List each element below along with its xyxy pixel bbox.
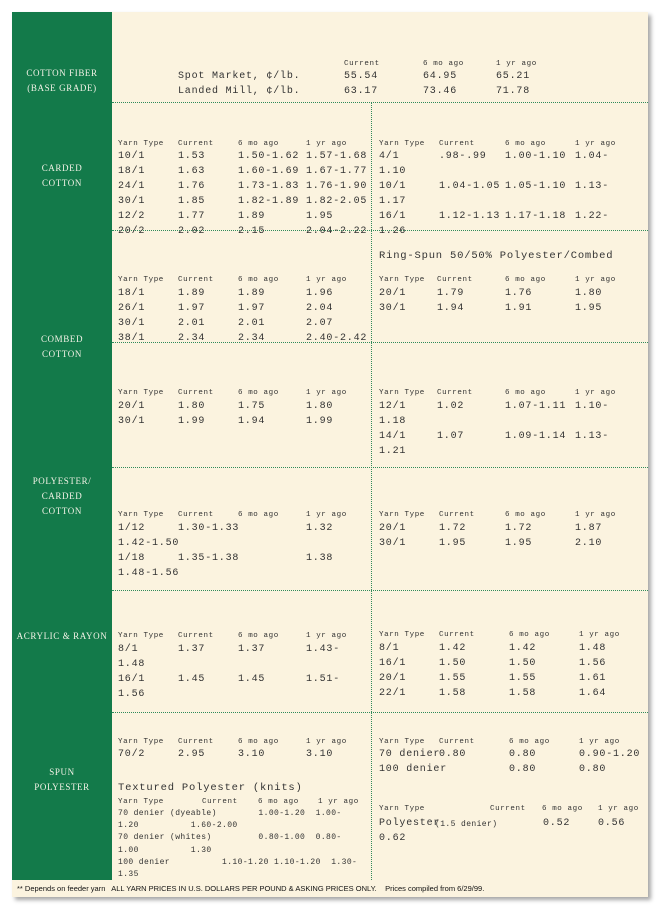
one-yr-price-cell: 1.51-	[306, 674, 341, 685]
current-price-cell: 1.37	[178, 644, 206, 655]
current-price-cell: 0.80	[439, 749, 467, 760]
six-mo-price-cell: 0.80	[509, 749, 537, 760]
current-price-cell: 2.01	[178, 318, 206, 329]
price-continuation-cell: 1.21	[379, 446, 407, 457]
col-header-current: Current	[437, 389, 473, 397]
six-mo-price-cell: 1.55	[509, 673, 537, 684]
current-price-cell: 0.52	[543, 818, 571, 829]
one-yr-price-cell: 2.07	[306, 318, 334, 329]
col-header-1yr: 1 yr ago	[318, 798, 359, 806]
col-header-1yr: 1 yr ago	[575, 140, 616, 148]
col-header-1yr: 1 yr ago	[496, 60, 537, 68]
col-header-current: Current	[439, 631, 475, 639]
col-header-6mo: 6 mo ago	[238, 511, 279, 519]
current-price-cell: 1.94	[437, 303, 465, 314]
yarn-type-cell: 30/1	[379, 303, 407, 314]
current-price-cell: 1.80	[178, 401, 206, 412]
one-yr-price-cell: 1.32	[306, 523, 334, 534]
price-continuation-cell: 1.18	[379, 416, 407, 427]
col-header-current: Current	[178, 389, 214, 397]
six-mo-price-cell: 1.07-1.11	[505, 401, 567, 412]
label-cotton-fiber: COTTON FIBER	[26, 68, 98, 78]
six-mo-price-cell: 1.72	[505, 523, 533, 534]
textured-row: 70 denier (dyeable) 1.00-1.20 1.00-	[118, 809, 342, 818]
six-mo-price-cell: 1.05-1.10	[505, 181, 567, 192]
col-header-1yr: 1 yr ago	[575, 276, 616, 284]
current-price-cell: 1.89	[178, 288, 206, 299]
one-yr-price-cell: 1.76-1.90	[306, 181, 368, 192]
price-continuation-cell: 1.10	[379, 166, 407, 177]
col-header-6mo: 6 mo ago	[238, 140, 279, 148]
label-combed: COMBED	[40, 334, 84, 344]
col-header-yarn-type: Yarn Type	[379, 805, 425, 813]
price-continuation-cell: 1.48-1.56	[118, 568, 180, 579]
yarn-type-cell: 16/1	[118, 674, 146, 685]
price-continuation-cell: 1.42-1.50	[118, 538, 180, 549]
price-continuation-cell: 1.26	[379, 226, 407, 237]
one-yr-price-cell: 65.21	[496, 71, 531, 82]
current-price-cell: 1.72	[439, 523, 467, 534]
col-header-yarn-type: Yarn Type	[379, 276, 425, 284]
yarn-type-cell: 20/2	[118, 226, 146, 237]
one-yr-price-cell: 1.13-	[575, 431, 610, 442]
col-header-6mo: 6 mo ago	[238, 389, 279, 397]
one-yr-price-cell: 2.40-2.42	[306, 333, 368, 344]
current-price-cell: 1.45	[178, 674, 206, 685]
current-price-cell: 1.50	[439, 658, 467, 669]
col-header-6mo: 6 mo ago	[258, 798, 299, 806]
textured-row: 1.20 1.60-2.00	[118, 821, 238, 831]
yarn-type-cell: 12/1	[379, 401, 407, 412]
col-header-current: Current	[439, 140, 475, 148]
col-header-yarn-type: Yarn Type	[379, 389, 425, 397]
col-header-1yr: 1 yr ago	[306, 738, 347, 746]
current-price-cell: 1.55	[439, 673, 467, 684]
six-mo-price-cell: 1.50	[509, 658, 537, 669]
col-header-yarn-type: Yarn Type	[118, 276, 164, 284]
six-mo-price-cell: 0.56	[598, 818, 626, 829]
six-mo-price-cell: 1.76	[505, 288, 533, 299]
six-mo-price-cell: 1.97	[238, 303, 266, 314]
six-mo-price-cell: 1.89	[238, 288, 266, 299]
current-price-cell: 1.76	[178, 181, 206, 192]
label-pcc-cotton: COTTON	[42, 506, 82, 516]
yarn-type-cell: 30/1	[118, 318, 146, 329]
six-mo-price-cell: 64.95	[423, 71, 458, 82]
one-yr-price-cell: 71.78	[496, 86, 531, 97]
yarn-type-cell: 4/1	[379, 151, 400, 162]
yarn-type-cell: 30/1	[118, 416, 146, 427]
one-yr-price-cell: 0.80	[579, 764, 607, 775]
current-price-cell: 2.34	[178, 333, 206, 344]
price-continuation-cell: 1.17	[379, 196, 407, 207]
col-header-6mo: 6 mo ago	[505, 511, 546, 519]
yarn-type-cell: 70 denier	[379, 749, 441, 760]
col-header-1yr: 1 yr ago	[306, 511, 347, 519]
six-mo-price-cell: 1.09-1.14	[505, 431, 567, 442]
col-header-6mo: 6 mo ago	[505, 276, 546, 284]
col-header-current: Current	[178, 276, 214, 284]
price-sheet	[12, 12, 648, 897]
six-mo-price-cell: 1.94	[238, 416, 266, 427]
yarn-type-cell: 10/1	[379, 181, 407, 192]
current-price-cell: 1.95	[439, 538, 467, 549]
one-yr-price-cell: 1.99	[306, 416, 334, 427]
six-mo-price-cell: 1.50-1.62	[238, 151, 300, 162]
six-mo-price-cell: 1.82-1.89	[238, 196, 300, 207]
six-mo-price-cell: 1.89	[238, 211, 266, 222]
label-pcc-carded: CARDED	[41, 491, 83, 501]
col-header-1yr: 1 yr ago	[575, 511, 616, 519]
divider	[112, 467, 648, 468]
col-header-6mo: 6 mo ago	[509, 631, 550, 639]
current-price-cell: .98-.99	[439, 151, 487, 162]
yarn-type-cell: 30/1	[118, 196, 146, 207]
current-price-cell: 1.02	[437, 401, 465, 412]
col-header-6mo: 6 mo ago	[505, 140, 546, 148]
one-yr-price-cell: 1.80	[575, 288, 603, 299]
six-mo-price-cell: 2.34	[238, 333, 266, 344]
one-yr-price-cell: 1.64	[579, 688, 607, 699]
col-header-1yr: 1 yr ago	[306, 389, 347, 397]
current-price-cell: 1.79	[437, 288, 465, 299]
col-header-yarn-type: Yarn Type	[118, 511, 164, 519]
current-price-cell: 1.07	[437, 431, 465, 442]
category-sidebar	[12, 12, 112, 880]
yarn-type-cell: 70/2	[118, 749, 146, 760]
current-price-cell: 1.35-1.38	[178, 553, 240, 564]
yarn-type-cell: 16/1	[379, 658, 407, 669]
yarn-type-cell: 16/1	[379, 211, 407, 222]
col-header-yarn-type: Yarn Type	[379, 631, 425, 639]
yarn-type-cell: 1/18	[118, 553, 146, 564]
one-yr-price-cell: 1.96	[306, 288, 334, 299]
yarn-type-cell: 8/1	[379, 643, 400, 654]
col-header-current: Current	[344, 60, 380, 68]
six-mo-price-cell: 1.60-1.69	[238, 166, 300, 177]
current-price-cell: 1.77	[178, 211, 206, 222]
current-price-cell: 55.54	[344, 71, 379, 82]
col-header-1yr: 1 yr ago	[306, 140, 347, 148]
col-header-6mo: 6 mo ago	[238, 276, 279, 284]
one-yr-price-cell: 1.95	[575, 303, 603, 314]
col-header-6mo: 6 mo ago	[509, 738, 550, 746]
col-header-current: Current	[439, 738, 475, 746]
yarn-type-cell: 20/1	[379, 673, 407, 684]
textured-title: Textured Polyester (knits)	[118, 782, 303, 794]
six-mo-price-cell: 1.00-1.10	[505, 151, 567, 162]
six-mo-price-cell: 1.45	[238, 674, 266, 685]
footer-note: ** Depends on feeder yarn ALL YARN PRICES IN U.S. DOLLARS PER POUND & ASKING PRICES ONLY. Prices compiled from 6/29/99.	[17, 884, 485, 893]
six-mo-price-cell: 1.91	[505, 303, 533, 314]
label-polyester: POLYESTER/	[32, 476, 92, 486]
one-yr-price-cell: 0.90-1.20	[579, 749, 641, 760]
col-header-yarn-type: Yarn Type	[379, 511, 425, 519]
yarn-type-cell: 24/1	[118, 181, 146, 192]
label-carded: CARDED	[41, 163, 83, 173]
yarn-type-cell: 38/1	[118, 333, 146, 344]
six-mo-price-cell: 1.75	[238, 401, 266, 412]
col-header-yarn-type: Yarn Type	[118, 140, 164, 148]
yarn-type-cell: 20/1	[379, 523, 407, 534]
six-mo-price-cell: 1.73-1.83	[238, 181, 300, 192]
price-continuation-cell: 1.48	[118, 659, 146, 670]
yarn-type-cell: 20/1	[379, 288, 407, 299]
col-header-6mo: 6 mo ago	[542, 805, 583, 813]
current-price-cell: 1.97	[178, 303, 206, 314]
one-yr-price-cell: 1.95	[306, 211, 334, 222]
six-mo-price-cell: 1.95	[505, 538, 533, 549]
six-mo-price-cell: 2.15	[238, 226, 266, 237]
col-header-1yr: 1 yr ago	[575, 389, 616, 397]
ring-spun-title: Ring-Spun 50/50% Polyester/Combed	[379, 250, 614, 262]
current-price-cell: 1.53	[178, 151, 206, 162]
label-carded-cotton: COTTON	[42, 178, 82, 188]
current-price-cell: 1.63	[178, 166, 206, 177]
six-mo-price-cell: 1.42	[509, 643, 537, 654]
current-price-cell: 1.30-1.33	[178, 523, 240, 534]
current-price-cell: 1.04-1.05	[439, 181, 501, 192]
col-header-current: Current	[437, 276, 473, 284]
col-header-yarn-type: Yarn Type	[379, 738, 425, 746]
divider	[112, 712, 648, 713]
six-mo-price-cell: 1.17-1.18	[505, 211, 567, 222]
label-acrylic-rayon: ACRYLIC & RAYON	[16, 631, 108, 641]
current-price-cell: 63.17	[344, 86, 379, 97]
current-price-cell: 2.02	[178, 226, 206, 237]
col-header-6mo: 6 mo ago	[423, 60, 464, 68]
one-yr-price-cell: 1.61	[579, 673, 607, 684]
col-header-6mo: 6 mo ago	[238, 632, 279, 640]
col-header-yarn-type: Yarn Type	[118, 798, 164, 806]
col-header-current: Current	[490, 805, 526, 813]
six-mo-price-cell: 1.58	[509, 688, 537, 699]
col-header-current: Current	[202, 798, 238, 806]
current-price-cell: 2.95	[178, 749, 206, 760]
one-yr-price-cell: 1.57-1.68	[306, 151, 368, 162]
market-label: Landed Mill, ¢/lb.	[178, 86, 301, 97]
label-spun-polyester: POLYESTER	[34, 782, 90, 792]
textured-row: 1.35	[118, 870, 139, 879]
yarn-type-cell: 10/1	[118, 151, 146, 162]
one-yr-price-cell: 1.80	[306, 401, 334, 412]
current-price-cell: 1.85	[178, 196, 206, 207]
col-header-current: Current	[439, 511, 475, 519]
col-header-yarn-type: Yarn Type	[118, 389, 164, 397]
one-yr-price-cell: 1.22-	[575, 211, 610, 222]
col-header-current: Current	[178, 738, 214, 746]
col-header-6mo: 6 mo ago	[505, 389, 546, 397]
current-price-cell: 1.12-1.13	[439, 211, 501, 222]
col-header-6mo: 6 mo ago	[238, 738, 279, 746]
label-base-grade: (BASE GRADE)	[27, 83, 97, 93]
yarn-type-cell: 18/1	[118, 166, 146, 177]
yarn-type-cell: 1/12	[118, 523, 146, 534]
one-yr-price-cell: 1.10-	[575, 401, 610, 412]
yarn-type-cell: Polyester	[379, 818, 441, 829]
col-header-1yr: 1 yr ago	[579, 738, 620, 746]
textured-row: 1.00 1.30	[118, 845, 212, 855]
yarn-type-cell: 8/1	[118, 644, 139, 655]
six-mo-price-cell: 73.46	[423, 86, 458, 97]
one-yr-price-cell: 3.10	[306, 749, 334, 760]
current-price-cell: 1.42	[439, 643, 467, 654]
yarn-type-cell: 14/1	[379, 431, 407, 442]
price-continuation-cell: 0.62	[379, 833, 407, 844]
col-header-1yr: 1 yr ago	[306, 276, 347, 284]
col-header-1yr: 1 yr ago	[306, 632, 347, 640]
current-price-cell: 1.99	[178, 416, 206, 427]
col-header-yarn-type: Yarn Type	[118, 632, 164, 640]
one-yr-price-cell: 1.38	[306, 553, 334, 564]
six-mo-price-cell: 2.01	[238, 318, 266, 329]
yarn-type-cell: 12/2	[118, 211, 146, 222]
one-yr-price-cell: 1.82-2.05	[306, 196, 368, 207]
col-header-current: Current	[178, 511, 214, 519]
one-yr-price-cell: 1.56	[579, 658, 607, 669]
six-mo-price-cell: 0.80	[509, 764, 537, 775]
one-yr-price-cell: 1.67-1.77	[306, 166, 368, 177]
textured-row: 70 denier (whites) 0.80-1.00 0.80-	[118, 833, 342, 843]
yarn-type-cell: 22/1	[379, 688, 407, 699]
current-price-cell: 1.58	[439, 688, 467, 699]
market-label: Spot Market, ¢/lb.	[178, 71, 301, 82]
yarn-type-cell: 100 denier	[379, 764, 448, 775]
six-mo-price-cell: 3.10	[238, 749, 266, 760]
yarn-type-cell: 30/1	[379, 538, 407, 549]
divider	[112, 102, 648, 103]
one-yr-price-cell: 1.43-	[306, 644, 341, 655]
one-yr-price-cell: 1.13-	[575, 181, 610, 192]
one-yr-price-cell: 2.10	[575, 538, 603, 549]
yarn-type-cell: 20/1	[118, 401, 146, 412]
column-divider	[371, 103, 372, 880]
divider	[112, 590, 648, 591]
col-header-current: Current	[178, 140, 214, 148]
col-header-current: Current	[178, 632, 214, 640]
one-yr-price-cell: 2.04	[306, 303, 334, 314]
col-header-yarn-type: Yarn Type	[118, 738, 164, 746]
col-header-yarn-type: Yarn Type	[379, 140, 425, 148]
yarn-type-cell: 26/1	[118, 303, 146, 314]
col-header-1yr: 1 yr ago	[579, 631, 620, 639]
textured-row: 100 denier 1.10-1.20 1.10-1.20 1.30-	[118, 857, 358, 867]
denier-note: (1.5 denier)	[435, 820, 498, 829]
one-yr-price-cell: 1.48	[579, 643, 607, 654]
label-combed-cotton: COTTON	[42, 349, 82, 359]
one-yr-price-cell: 2.04-2.22	[306, 226, 368, 237]
one-yr-price-cell: 1.87	[575, 523, 603, 534]
one-yr-price-cell: 1.04-	[575, 151, 610, 162]
yarn-type-cell: 18/1	[118, 288, 146, 299]
price-continuation-cell: 1.56	[118, 689, 146, 700]
six-mo-price-cell: 1.37	[238, 644, 266, 655]
label-spun: SPUN	[49, 767, 75, 777]
col-header-1yr: 1 yr ago	[598, 805, 639, 813]
